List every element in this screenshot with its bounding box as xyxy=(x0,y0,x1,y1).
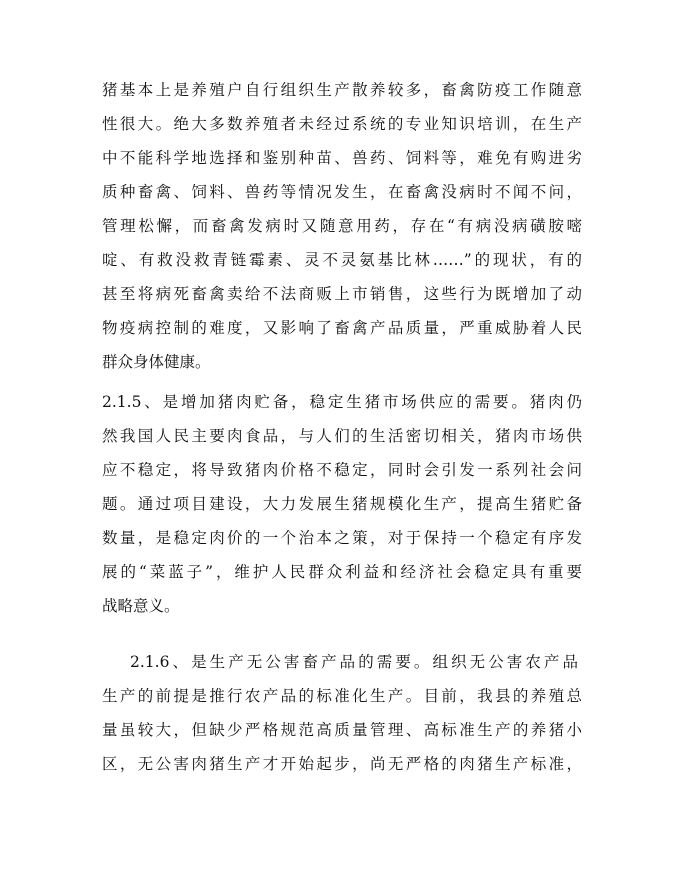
text-line-2: 性很大。绝大多数养殖者未经过系统的专业知识培训，在生产 xyxy=(102,115,582,133)
text-line-6: 啶、有救没救青链霉素、灵不灵氨基比林……”的现状，有的 xyxy=(102,251,582,269)
text-line-8: 物疫病控制的难度，又影响了畜禽产品质量，严重威胁着人民 xyxy=(102,319,582,337)
section-2-1-5-line-2: 然我国人民主要肉食品，与人们的生活密切相关，猪肉市场供 xyxy=(102,427,582,445)
section-2-1-5-line-1: 2.1.5、是增加猪肉贮备，稳定生猪市场供应的需要。猪肉仍 xyxy=(102,393,582,411)
section-2-1-6-line-3: 量虽较大，但缺少严格规范高质量管理、高标准生产的养猪小 xyxy=(102,721,582,739)
text-line-5: 管理松懈，而畜禽发病时又随意用药，存在“有病没病磺胺嘧 xyxy=(102,217,582,235)
section-2-1-5-line-3: 应不稳定，将导致猪肉价格不稳定，同时会引发一系列社会问 xyxy=(102,461,582,479)
text-line-7: 甚至将病死畜禽卖给不法商贩上市销售，这些行为既增加了动 xyxy=(102,285,582,303)
text-line-1: 猪基本上是养殖户自行组织生产散养较多，畜禽防疫工作随意 xyxy=(102,81,582,99)
section-2-1-6-line-4: 区，无公害肉猪生产才开始起步，尚无严格的肉猪生产标准， xyxy=(102,755,582,773)
section-2-1-5-line-7: 战略意义。 xyxy=(102,597,180,615)
section-2-1-5-line-4: 题。通过项目建设，大力发展生猪规模化生产，提高生猪贮备 xyxy=(102,495,582,513)
section-2-1-6-line-2: 生产的前提是推行农产品的标准化生产。目前，我县的养殖总 xyxy=(102,687,582,705)
section-2-1-5-line-5: 数量，是稳定肉价的一个治本之策，对于保持一个稳定有序发 xyxy=(102,529,582,547)
section-2-1-5-line-6: 展的“菜蓝子”，维护人民群众利益和经济社会稳定具有重要 xyxy=(102,563,582,581)
section-2-1-6-line-1: 2.1.6、是生产无公害畜产品的需要。组织无公害农产品 xyxy=(130,653,578,671)
text-line-3: 中不能科学地选择和鉴别种苗、兽药、饲料等，难免有购进劣 xyxy=(102,149,582,167)
text-line-9: 群众身体健康。 xyxy=(102,353,211,371)
text-line-4: 质种畜禽、饲料、兽药等情况发生，在畜禽没病时不闻不问， xyxy=(102,183,582,201)
